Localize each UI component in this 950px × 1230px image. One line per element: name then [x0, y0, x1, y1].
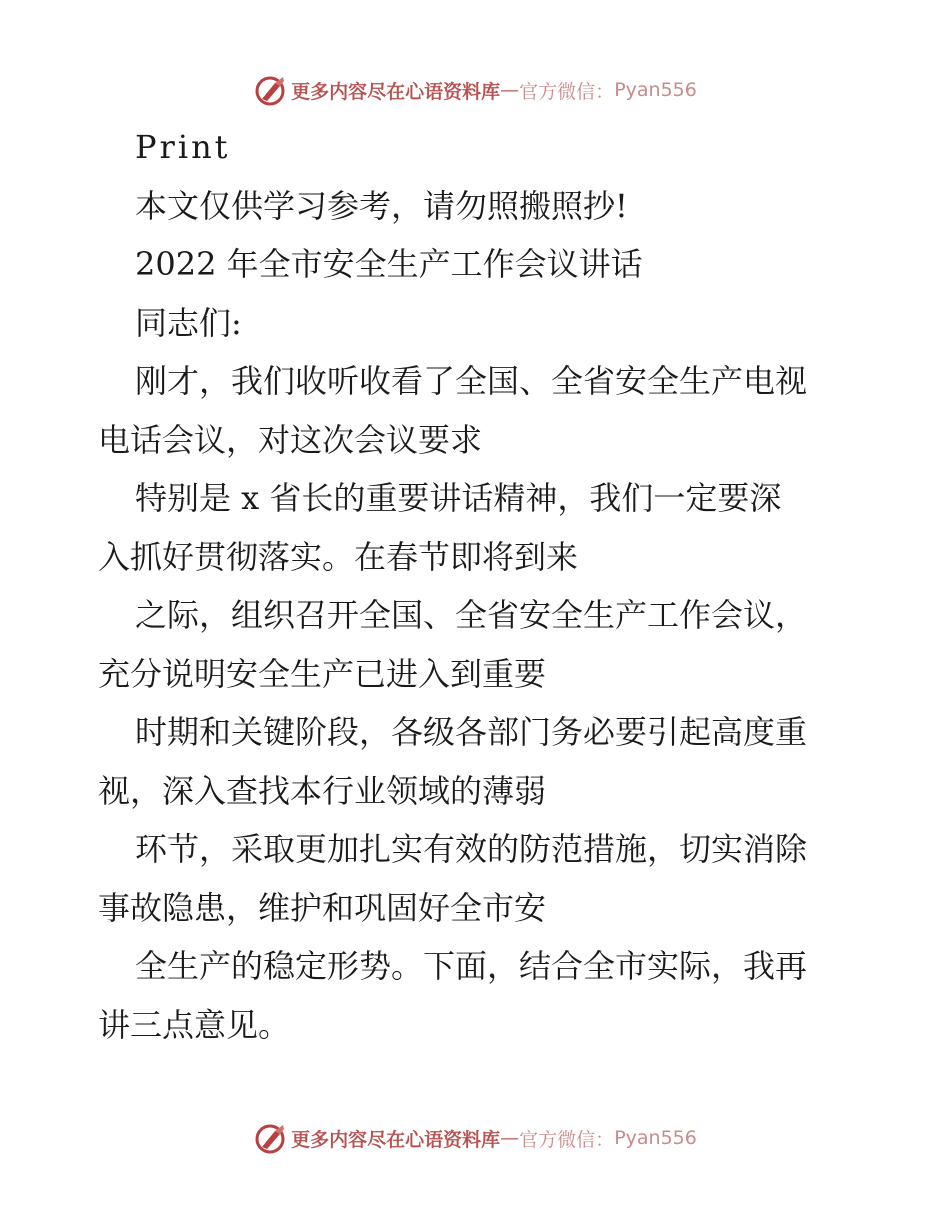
body-line: 时期和关键阶段，各级各部门务必要引起高度重: [135, 713, 808, 751]
banner-wechat-id: Pyan556: [614, 79, 697, 101]
body-line: 环节，采取更加扎实有效的防范措施，切实消除: [135, 830, 808, 868]
body-line: 全生产的稳定形势。下面，结合全市实际，我再: [135, 947, 808, 985]
print-label: Print: [135, 128, 231, 166]
document-body: [98, 118, 858, 1054]
banner-wechat-label: 官方微信：: [519, 80, 615, 103]
pen-logo-icon: [253, 1121, 287, 1155]
pen-logo-icon: [253, 73, 287, 107]
banner-wechat-label: 官方微信：: [519, 1128, 615, 1151]
banner-wechat-id: Pyan556: [614, 1127, 697, 1149]
header-watermark-banner: [0, 70, 950, 110]
body-line: 充分说明安全生产已进入到重要: [98, 654, 547, 693]
footer-watermark-banner: [0, 1118, 950, 1158]
body-line: 入抓好贯彻落实。在春节即将到来: [98, 537, 579, 576]
banner-separator: —: [500, 1127, 520, 1149]
salutation-line: 同志们:: [135, 303, 242, 342]
banner-brand-text: 更多内容尽在心语资料库: [291, 1128, 501, 1151]
banner-separator: —: [500, 79, 520, 101]
body-line: 刚才，我们收听收看了全国、全省安全生产电视: [135, 362, 808, 400]
body-line: 事故隐患，维护和巩固好全市安: [98, 888, 547, 927]
document-title: 2022 年全市安全生产工作会议讲话: [135, 245, 643, 283]
body-line: 之际，组织召开全国、全省安全生产工作会议，: [135, 596, 808, 634]
body-line: 讲三点意见。: [98, 1005, 291, 1044]
body-line: 电话会议，对这次会议要求: [98, 420, 483, 459]
body-line: 视，深入查找本行业领域的薄弱: [98, 771, 547, 810]
disclaimer-line: 本文仅供学习参考，请勿照搬照抄!: [135, 186, 628, 225]
body-line: 特别是 x 省长的重要讲话精神，我们一定要深: [135, 479, 782, 517]
banner-brand-text: 更多内容尽在心语资料库: [291, 80, 501, 103]
